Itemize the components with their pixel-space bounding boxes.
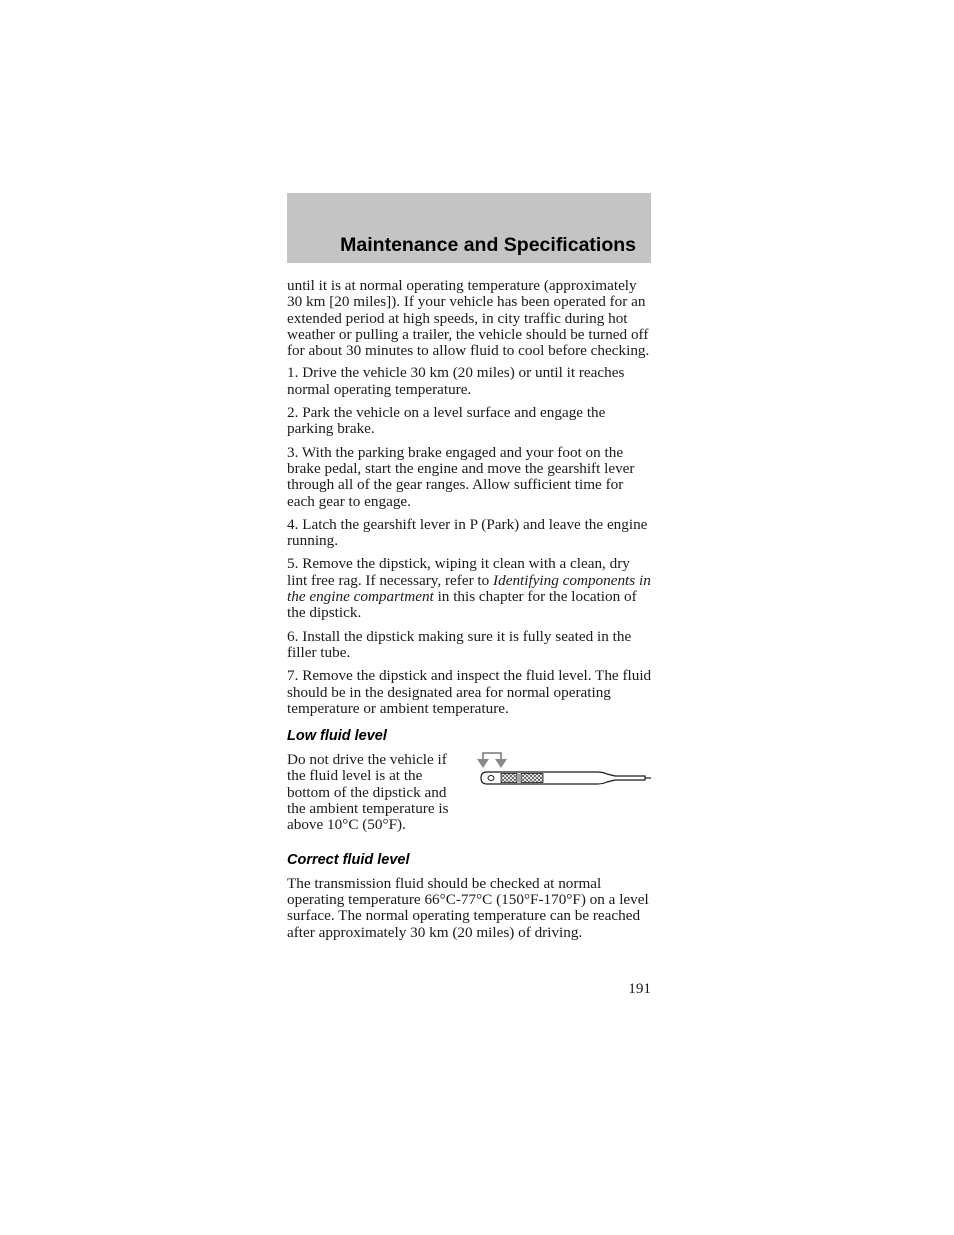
dipstick-figure	[465, 752, 653, 804]
chapter-title: Maintenance and Specifications	[340, 234, 636, 256]
step-5-text-after: in this chapter for the location of the dipstick.	[287, 588, 637, 622]
dipstick-low-level-icon	[465, 746, 653, 798]
page-number: 191	[628, 980, 651, 997]
page-content	[287, 278, 653, 948]
step-6: 6. Install the dipstick making sure it is fully seated in the filler tube.	[287, 627, 632, 661]
correct-fluid-text: The transmission fluid should be checked at normal operating temperature 66°C-77°C (150°F-170°F) on a level surface. The normal operating temperature can be reached after approximately 30 km (20 miles) of driving.	[287, 874, 649, 941]
step-3: 3. With the parking brake engaged and your foot on the brake pedal, start the engine and move the gearshift lever through all of the gear ranges. Allow sufficient time for each gear to engage.	[287, 443, 635, 510]
low-fluid-heading: Low fluid level	[287, 728, 387, 745]
step-5	[287, 556, 653, 621]
chapter-header	[287, 193, 651, 263]
step-5-cross-reference: Identifying components in the engine compartment	[287, 571, 651, 606]
intro-paragraph: until it is at normal operating temperature (approximately 30 km [20 miles]). If your vehicle has been operated for an extended period at high speeds, in city traffic during hot weather or pulling a trailer, the vehicle should be turned off for about 30 minutes to allow fluid to cool before checking.	[287, 277, 650, 360]
correct-fluid-heading: Correct fluid level	[287, 851, 410, 868]
step-5-text-before: 5. Remove the dipstick, wiping it clean with a clean, dry lint free rag. If necessary, refer to	[287, 555, 630, 589]
step-2: 2. Park the vehicle on a level surface and engage the parking brake.	[287, 404, 606, 438]
step-7: 7. Remove the dipstick and inspect the fluid level. The fluid should be in the designated area for normal operating temperature or ambient temperature.	[287, 667, 652, 717]
step-1: 1. Drive the vehicle 30 km (20 miles) or until it reaches normal operating temperature.	[287, 364, 625, 398]
low-fluid-text: Do not drive the vehicle if the fluid level is at the bottom of the dipstick and the ambient temperature is above 10°C (50°F).	[287, 751, 449, 834]
step-4: 4. Latch the gearshift lever in P (Park) and leave the engine running.	[287, 515, 648, 550]
